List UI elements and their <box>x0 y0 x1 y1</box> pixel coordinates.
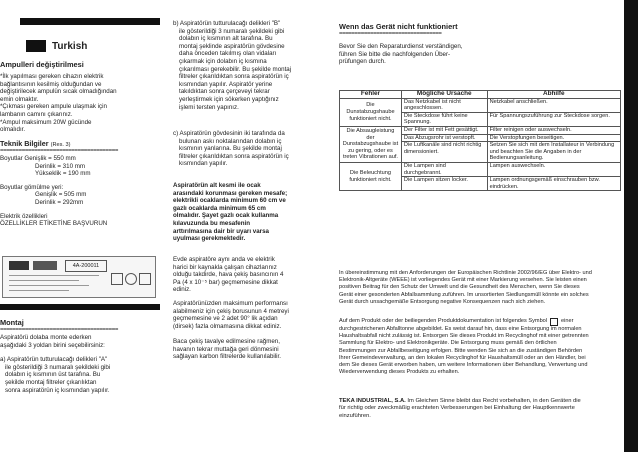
text-line: dolabın iç kısmının alt tarafına. Bu <box>179 35 273 43</box>
text-line: führen Sie bitte die nachfolgenden Über- <box>339 50 451 58</box>
troubleshoot-intro <box>339 43 599 66</box>
spec-line: Genişlik = 505 mm <box>35 191 87 199</box>
tech-divider: ====================================== <box>0 148 118 154</box>
text-line: montaj şeklinde aspiratörün gövdesine <box>179 42 285 50</box>
troubleshoot-title: Wenn das Gerät nicht funktioniert <box>339 22 458 31</box>
plate-symbol <box>125 273 137 285</box>
text-line: filtreler çıkarıldıktan sonra aspiratörün iç <box>179 73 289 81</box>
text-line: Sammlung für Elektro- und Elektronikgeräte. Die Entsorgung muss gemäß den örtlichen <box>339 340 557 347</box>
text-line: çıkarmak için dolabın iç kısmına <box>179 57 267 65</box>
text-line: yerleştirmek için sökerken yaptığınız <box>179 95 279 103</box>
page-edge-tab <box>624 0 638 452</box>
tech-title-text: Teknik Bilgiler <box>0 139 49 148</box>
text-line: kısmının yanlarına. Bu şekilde montaj <box>179 145 282 153</box>
troubleshoot-divider: ================================= <box>339 31 442 37</box>
mount-option-c <box>173 130 309 168</box>
text-line: ediniz. <box>173 286 191 294</box>
text-line: takıldıktan sonra çerçeveyi tekrar <box>179 88 270 96</box>
abhilfe-cell: Für Spannungszuführung zur Steckdose sorgen. <box>487 112 620 126</box>
text-line: Evde aspiratöre aynı anda ve elektrik <box>173 256 275 263</box>
text-line: Elektronik-Altgeräte (WEEE) ist vorliegendes Gerät mit einer Markierung versehen. Sie leisten einen <box>339 277 587 284</box>
troubleshoot-table <box>339 90 621 191</box>
text-line: kısmından yapılır. Aspiratör yerine <box>179 80 273 88</box>
text-line: geçmemesine ve 2 adet 90° lik açıdan <box>173 315 278 323</box>
fehler-cell: Die Dunstabzugshaube funktioniert nicht. <box>340 98 402 126</box>
plate-logo <box>33 261 57 270</box>
language-flag-icon <box>26 40 46 52</box>
mount-option-b <box>173 20 309 111</box>
text-line <box>339 398 621 405</box>
montaj-body <box>0 334 160 394</box>
text-line: a) Aspiratörün tutturulacağı delikleri "A" <box>0 356 108 364</box>
text-line: In übereinstimmung mit den Anforderungen der Europäischen Richtlinie 2002/96/EG über Elektro- und <box>339 270 592 276</box>
text-line: uyulması gerekmektedir. <box>173 235 246 243</box>
fehler-cell: Die Beleuchtung funktioniert nicht. <box>340 162 402 190</box>
text-line: ile gösterildiği 3 numaralı şekildeki gibi <box>5 363 111 371</box>
text-line: olduğu takdirde, hava çekiş basıncının 4 <box>173 271 284 279</box>
column1-header-bar <box>20 18 160 25</box>
text-line <box>339 318 621 326</box>
text-line: daha önceden takılmış olan vidaları <box>179 50 277 58</box>
text-line: dem Sie dieses Gerät erworben haben, um weitere Informationen über Behandlung, Verwertung und <box>339 362 588 369</box>
header-cell: Mögliche Ursache <box>401 91 487 99</box>
text-line: filtreler çıkarıldıktan sonra aspiratörün iç <box>179 152 289 160</box>
text-line: kılavuzunda bu mesafenin <box>173 219 251 227</box>
text-line: bulunan askı noktalarından dolabın iç <box>179 137 282 145</box>
text-line: sonra aspiratörün iç kısmından yapılır. <box>5 386 110 394</box>
spec-line: ÖZELLİKLER ETİKETİNE BAŞVURUN <box>0 220 108 228</box>
abhilfe-cell: Lampen ordnungsgemäß einschrauben bzw. eindrücken. <box>487 177 620 191</box>
text-line: Aspiratörün alt kesmi ile ocak <box>173 182 261 189</box>
text-line: havanın tekrar muttağa geri dönmesini <box>173 345 279 353</box>
text-line: gazlı ocaklarda minimum 65 cm <box>173 204 266 212</box>
text-line: değiştirilecek ampulün sıcak olmadığından <box>0 88 117 96</box>
text-line: harici bir kaynakla çalışan cihazlarınız <box>173 263 277 271</box>
abhilfe-cell: Netzkabel anschließen. <box>487 98 620 112</box>
text-line-rest: Im Gleichen Sinne bleibt das Recht vorbehalten, in den Geräten die <box>405 398 581 404</box>
ursache-cell: Der Filter ist mit Fett gesättigt. <box>401 126 487 134</box>
ursache-cell: Die Lampen sitzen locker. <box>401 177 487 191</box>
plate-line <box>9 275 99 276</box>
language-label: Turkish <box>52 40 88 52</box>
pressure-note <box>173 256 309 294</box>
spec-line: Boyutlar Genişlik = 550 mm <box>0 155 76 162</box>
distance-warning <box>173 182 309 243</box>
abhilfe-cell: Die Verstopfungen beseitigen. <box>487 134 620 142</box>
montaj-title: Montaj <box>0 318 24 327</box>
text-line: lambanın camını çıkarınız. <box>0 110 73 118</box>
spec-line: Derinlik = 310 mm <box>35 162 86 170</box>
text-line: emin olmaktır. <box>0 95 39 103</box>
text-line-start: Auf dem Produkt oder der beiliegenden Produktdokumentation ist folgendes Symbol <box>339 318 548 325</box>
table-row <box>340 126 621 134</box>
text-line-end: einer <box>561 318 574 325</box>
text-line: *Ampul maksimum 20W gücünde <box>0 118 92 126</box>
table-row <box>340 162 621 176</box>
text-line: sağlayan karbon filtrelerde kullanılabilir. <box>173 353 281 361</box>
spec-line: Elektrik özellikleri <box>0 212 48 220</box>
montaj-divider: ====================================== <box>0 327 118 333</box>
text-line: positiven Beitrag für den Schutz der Umwelt und die Gesundheit des Menschen, wenn Sie dieses <box>339 284 580 291</box>
text-line: Bevor Sie den Reparaturdienst verständigen, <box>339 43 463 50</box>
text-line: dolabın iç kısmının üst tarafına. Bu <box>5 371 101 379</box>
teka-paragraph <box>339 398 621 420</box>
abhilfe-cell: Setzen Sie sich mit dem Installateur in Verbindung und beachten Sie die Angaben in der Bedienungsanleitung. <box>487 142 620 163</box>
text-line: Wiederverwendung dieses Produkts zu erhalten. <box>339 369 460 376</box>
text-line: arasındaki korunması gereken mesafe; <box>173 189 288 197</box>
table-row <box>340 98 621 112</box>
text-line: arttırılmasına dair bir uyarı varsa <box>173 227 269 235</box>
tech-ref: (Res. 3) <box>50 142 71 148</box>
language-heading <box>26 40 87 52</box>
text-line: işlemi tersten yapınız. <box>179 103 239 111</box>
column1-divider-bar <box>0 304 160 310</box>
text-line: Gerät einer gesonderten Abfallsammlung zuführen. Im unsortierten Siedlungsmüll könnte ein solches <box>339 291 589 298</box>
header-cell: Abhilfe <box>487 91 620 99</box>
text-line: Gerät durch unsachgemäße Entsorgung negative Konsequenzen nach sich ziehen. <box>339 298 546 305</box>
company-name: TEKA INDUSTRIAL, S.A. <box>339 398 406 404</box>
ursache-cell: Die Steckdose führt keine Spannung. <box>401 112 487 126</box>
plate-logo <box>9 261 29 270</box>
rating-plate-image <box>2 256 156 298</box>
text-line: b) Aspiratörün tutturulacağı delikleri "B" <box>173 20 281 27</box>
ursache-cell: Das Netzkabel ist nicht angeschlossen. <box>401 98 487 112</box>
spacer <box>0 349 160 356</box>
text-line: çıkarılması gerekebilir. Bu şekilde montaj <box>179 65 292 73</box>
text-line: olmalıdır. <box>0 126 26 134</box>
text-line: olmalıdır. Şayet gazlı ocak kullanma <box>173 212 279 220</box>
plate-symbol <box>111 273 123 285</box>
spec-line: Yükseklik = 190 mm <box>35 170 91 178</box>
text-line: aşağıdaki 3 yoldan birini seçebilirsiniz: <box>0 341 105 349</box>
spec-line: Boyutlar gömülme yeri: <box>0 183 64 191</box>
ursache-cell: Die Lampen sind durchgebrannt. <box>401 162 487 176</box>
text-line: ile gösterildiği 3 numaralı şekildeki gibi <box>179 27 285 35</box>
plate-model-box: 4A-200011 <box>65 260 107 272</box>
text-line: *Çıkması gereken ampule ulaşmak için <box>0 103 107 111</box>
plate-symbol <box>139 273 151 285</box>
ursache-cell: Das Abzugsrohr ist verstopft. <box>401 134 487 142</box>
ursache-cell: Die Luftkanäle sind nicht richtig dimensioniert. <box>401 142 487 163</box>
text-line: elektrikli ocaklarda minimum 60 cm ve <box>173 197 286 205</box>
text-line: kısmından yapılır. <box>179 160 228 168</box>
text-line: bağlantısının kesilmiş olduğundan ve <box>0 80 102 88</box>
lamp-section-body <box>0 73 160 134</box>
fehler-cell: Die Absaugleistung der Dunstabzugshaube ist zu gering, oder es treten Vibrationen auf. <box>340 126 402 162</box>
tech-title <box>0 139 71 148</box>
disposal-symbol-paragraph <box>339 318 621 376</box>
text-line: Aspiratörünüzden maksimum performansı <box>173 300 288 307</box>
table-header-row <box>340 91 621 99</box>
text-line: Ihrer Gemeindeverwaltung, an den lokalen Recyclinghof für Haushaltsmüll oder an den Händler, bei <box>339 354 586 361</box>
plate-line <box>9 280 79 281</box>
weee-paragraph <box>339 270 621 306</box>
text-line: Aspiratörü dolaba monte ederken <box>0 334 92 341</box>
header-cell: Fehler <box>340 91 402 99</box>
spec-line: Derinlik = 292mm <box>35 198 84 206</box>
text-line: prüfungen durch. <box>339 58 386 66</box>
carbon-filter-note <box>173 338 309 361</box>
text-line: Baca çekiş tavalye edilmesine rağmen, <box>173 338 280 345</box>
text-line: Pa (4 x 10⁻⁵ bar) geçmemesine dikkat <box>173 278 278 286</box>
crossed-bin-icon <box>550 318 558 326</box>
text-line: (dirsek) fazla olmamasına dikkat ediniz. <box>173 322 282 330</box>
text-line: Haushaltsabfall nicht zulässig ist. Entsorgen Sie dieses Produkt im Recyclinghof mit einer getrennten <box>339 333 589 340</box>
plate-line <box>9 290 69 291</box>
plate-line <box>9 285 89 286</box>
spec-list <box>0 155 160 228</box>
text-line: Bestimmungen zur Abfallbeseitigung erfolgen. Bitte wenden Sie sich an die zuständigen Behörden <box>339 347 583 354</box>
abhilfe-cell: Lampen auswechseln. <box>487 162 620 176</box>
performance-note <box>173 300 309 330</box>
text-line: einzuführen. <box>339 412 371 419</box>
text-line: für richtig oder zweckmäßig erachteten Verbesserungen bei Einhaltung der Hauptkennwerte <box>339 405 575 412</box>
text-line: durchgestrichenen Abfalltonne abgebildet. Es weist darauf hin, dass eine Entsorgung im normalen <box>339 326 582 332</box>
text-line: c) Aspiratörün gövdesinin iki tarafında da <box>173 130 285 137</box>
abhilfe-cell: Filter reinigen oder auswechseln. <box>487 126 620 134</box>
lamp-section-title: Ampulleri değiştirilmesi <box>0 60 84 69</box>
text-line: *İlk yapılması gereken cihazın elektrik <box>0 73 104 80</box>
text-line: alabilmeniz için çekiş borusunun 4 metreyi <box>173 307 289 315</box>
text-line: şekilde montaj filtreler çıkarılıktan <box>5 378 97 386</box>
